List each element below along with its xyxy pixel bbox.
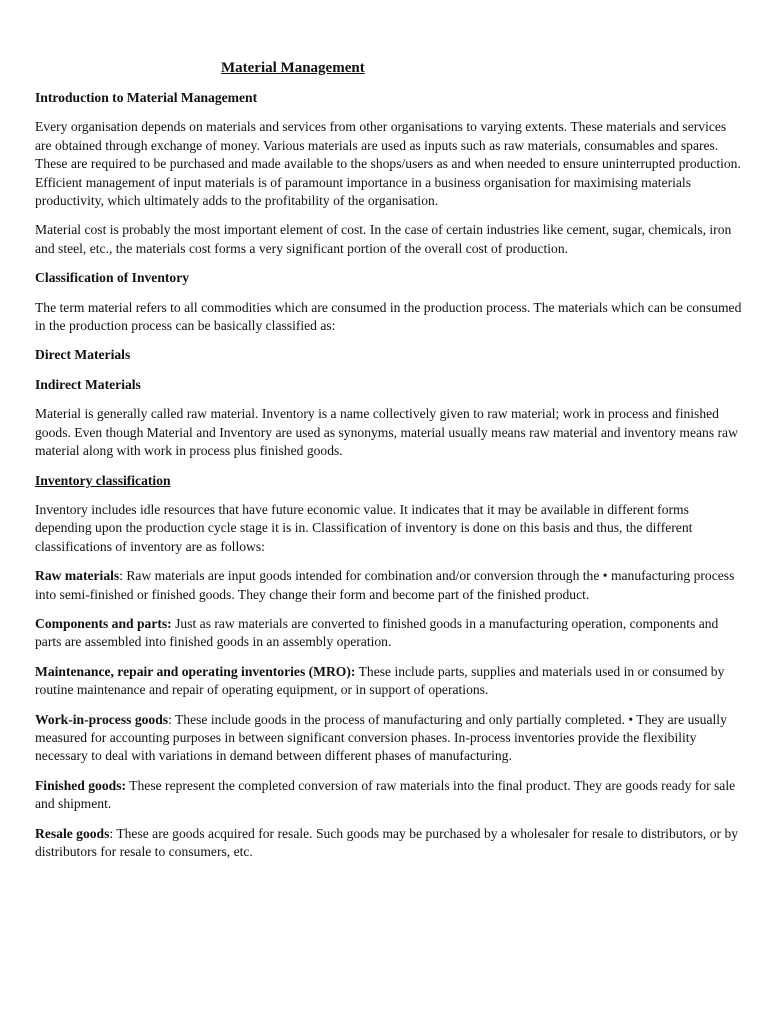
indirect-materials-heading: Indirect Materials [35, 376, 141, 392]
item-text: These represent the completed conversion of raw materials into the final product. They are goods ready for sale and shipment. [35, 777, 736, 812]
intro-heading: Introduction to Material Management [35, 90, 258, 105]
document-page [35, 58, 745, 872]
direct-materials-heading: Direct Materials [35, 347, 131, 363]
item-text: These include parts, supplies and materials used in or consumed by routine maintenance and repair of operating equipment, or in support of operations. [35, 663, 725, 698]
item-text: : These include goods in the process of manufacturing and only partially completed. • They are usually measured for accounting purposes in between significant conversion phases. In-process inventories provide the flexibility necessary to deal with variations in demand between different phases of manufacturing. [35, 711, 727, 764]
inventory-classification-paragraph: Inventory includes idle resources that have future economic value. It indicates that it may be available in different forms depending upon the production cycle stage it is in. Classification of inventory is done on this basis and thus, the different classifications of inventory are as follows: [35, 501, 693, 554]
list-item-mro [35, 663, 745, 700]
item-text: Just as raw materials are converted to finished goods in a manufacturing operation, components and parts are assembled into finished goods in an assembly operation. [35, 615, 719, 650]
item-text: : Raw materials are input goods intended for combination and/or conversion through the • manufacturing process into semi-finished or finished goods. They change their form and become part of the finished product. [35, 568, 735, 602]
intro-paragraph-1: Every organisation depends on materials and services from other organisations to varying extents. These materials and services are obtained through exchange of money. Various materials are used as inputs such as raw materials, consumables and spares. These are required to be purchased and made available to the shops/users as and when needed to ensure uninterrupted production. Efficient management of input materials is of paramount importance in a business organisation for maximising materials productivity, which ultimately adds to the profitability of the organisation. [35, 119, 741, 209]
item-term: Maintenance, repair and operating inventories (MRO): [35, 663, 356, 679]
item-term: Components and parts: [35, 615, 172, 631]
material-definition-paragraph: Material is generally called raw material. Inventory is a name collectively given to raw material; work in process and finished goods. Even though Material and Inventory are used as synonyms, material usually means raw material and inventory means raw material along with work in process plus finished goods. [35, 406, 738, 459]
item-text: : These are goods acquired for resale. Such goods may be purchased by a wholesaler for resale to distributors, or by distributors for resale to consumers, etc. [35, 825, 739, 859]
intro-paragraph-2: Material cost is probably the most important element of cost. In the case of certain industries like cement, sugar, chemicals, iron and steel, etc., the materials cost forms a very significant portion of the overall cost of production. [35, 222, 732, 256]
list-item-components [35, 615, 745, 652]
item-term: Resale goods [35, 825, 110, 841]
item-term: Raw materials [35, 568, 120, 584]
inventory-classification-heading: Inventory classification [35, 472, 171, 488]
classification-paragraph: The term material refers to all commodities which are consumed in the production process. The materials which can be consumed in the production process can be basically classified as: [35, 299, 742, 334]
list-item-resale-goods [35, 825, 745, 862]
list-item-raw-materials [35, 567, 745, 604]
classification-heading: Classification of Inventory [35, 270, 190, 286]
item-term: Work-in-process goods [35, 711, 169, 727]
item-term: Finished goods: [35, 777, 127, 793]
list-item-finished-goods [35, 777, 745, 814]
list-item-work-in-process [35, 711, 745, 766]
document-title: Material Management [221, 60, 365, 76]
